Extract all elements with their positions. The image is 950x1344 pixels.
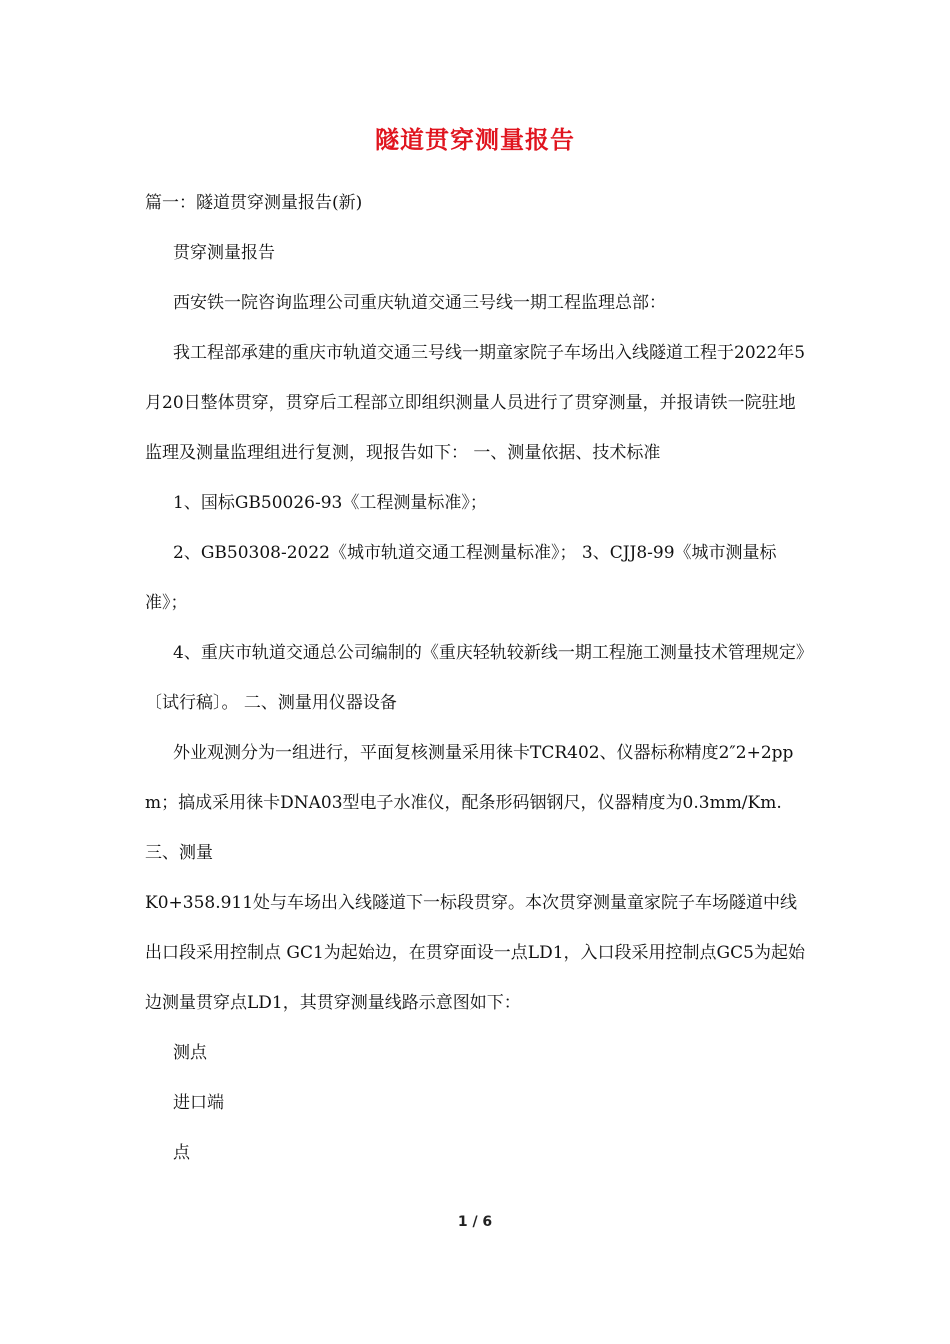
page-number: 1 / 6 [457,1214,493,1230]
document-body [145,178,807,1178]
paragraph-standard-1: 1、国标GB50026-93《工程测量标准》； [173,493,487,513]
paragraph-recipient: 西安铁一院咨询监理公司重庆轨道交通三号线一期工程监理总部： [173,293,666,313]
document-title: 隧道贯穿测量报告 [375,126,575,154]
paragraph-heading: 篇一：隧道贯穿测量报告(新) [145,193,363,213]
paragraph-label-measure-point: 测点 [173,1043,207,1063]
paragraph-report-title: 贯穿测量报告 [173,243,275,263]
paragraph-label-point: 点 [173,1143,190,1163]
paragraph-standard-4: 4、重庆市轨道交通总公司编制的《重庆轻轨较新线一期工程施工测量技术管理规定》〔试行稿〕。 二、测量用仪器设备 [145,643,805,713]
paragraph-measurement: K0+358.911处与车场出入线隧道下一标段贯穿。本次贯穿测量童家院子车场隧道中线出口段采用控制点 GC1为起始边，在贯穿面设一点LD1，入口段采用控制点GC5为起始边测量贯穿点LD1，其贯穿测量线路示意图如下： [145,893,805,1013]
paragraph-intro: 我工程部承建的重庆市轨道交通三号线一期童家院子车场出入线隧道工程于2022年5月20日整体贯穿，贯穿后工程部立即组织测量人员进行了贯穿测量，并报请铁一院驻地监理及测量监理组进行复测，现报告如下： 一、测量依据、技术标准 [145,343,806,463]
paragraph-label-entrance: 进口端 [173,1093,224,1113]
paragraph-instruments: 外业观测分为一组进行，平面复核测量采用徕卡TCR402、仪器标称精度2″2+2ppm；搞成采用徕卡DNA03型电子水准仪，配条形码铟钢尺，仪器精度为0.3mm/Km. 三、测量 [145,743,794,863]
paragraph-standard-2-3: 2、GB50308-2022《城市轨道交通工程测量标准》； 3、CJJ8-99《城市测量标准》； [145,543,777,613]
